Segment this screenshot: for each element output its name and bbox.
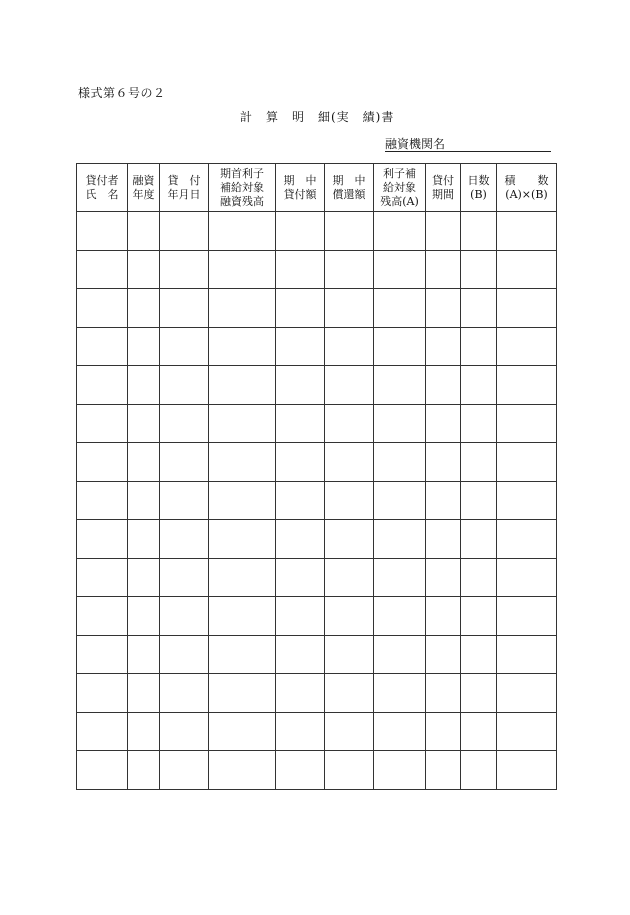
table-cell[interactable] [497,558,557,597]
table-cell[interactable] [461,250,497,289]
table-cell[interactable] [276,481,325,520]
table-cell[interactable] [77,635,128,674]
table-cell[interactable] [276,250,325,289]
table-cell[interactable] [461,520,497,559]
table-cell[interactable] [325,635,374,674]
table-cell[interactable] [128,250,160,289]
table-cell[interactable] [209,250,276,289]
header-opening-balance: 期首利子 補給対象 融資残高 [209,164,276,212]
table-cell[interactable] [276,712,325,751]
table-cell[interactable] [461,404,497,443]
table-cell[interactable] [276,289,325,328]
table-cell[interactable] [209,520,276,559]
table-row [77,481,557,520]
table-cell[interactable] [209,558,276,597]
table-cell[interactable] [461,443,497,482]
table-cell[interactable] [276,674,325,713]
table-cell[interactable] [461,289,497,328]
table-cell[interactable] [325,443,374,482]
table-cell[interactable] [374,366,426,405]
table-cell[interactable] [325,404,374,443]
table-cell[interactable] [128,635,160,674]
table-cell[interactable] [77,481,128,520]
table-row [77,366,557,405]
table-cell[interactable] [426,635,461,674]
table-cell[interactable] [497,250,557,289]
table-cell[interactable] [160,597,209,636]
table-cell[interactable] [128,558,160,597]
table-cell[interactable] [128,404,160,443]
table-cell[interactable] [325,520,374,559]
table-cell[interactable] [209,212,276,251]
table-cell[interactable] [128,289,160,328]
table-cell[interactable] [497,481,557,520]
table-cell[interactable] [497,289,557,328]
table-cell[interactable] [128,366,160,405]
table-cell[interactable] [209,481,276,520]
table-cell[interactable] [276,635,325,674]
table-cell[interactable] [374,212,426,251]
table-cell[interactable] [276,327,325,366]
table-cell[interactable] [374,289,426,328]
table-cell[interactable] [77,674,128,713]
header-subsidy-balance-a: 利子補 給対象 残高(A) [374,164,426,212]
table-cell[interactable] [209,674,276,713]
table-cell[interactable] [461,366,497,405]
table-cell[interactable] [209,443,276,482]
table-cell[interactable] [325,212,374,251]
document-title: 計 算 明 細(実 績)書 [240,110,395,124]
table-cell[interactable] [160,751,209,790]
table-cell[interactable] [325,558,374,597]
table-cell[interactable] [325,366,374,405]
table-cell[interactable] [276,212,325,251]
table-row [77,674,557,713]
table-cell[interactable] [461,597,497,636]
table-cell[interactable] [77,212,128,251]
table-cell[interactable] [374,558,426,597]
table-cell[interactable] [160,250,209,289]
table-cell[interactable] [497,443,557,482]
table-cell[interactable] [426,443,461,482]
table-cell[interactable] [497,674,557,713]
table-cell[interactable] [374,327,426,366]
table-cell[interactable] [461,674,497,713]
table-cell[interactable] [77,404,128,443]
table-cell[interactable] [325,712,374,751]
table-cell[interactable] [374,751,426,790]
table-cell[interactable] [325,327,374,366]
table-cell[interactable] [325,289,374,328]
table-cell[interactable] [128,597,160,636]
table-cell[interactable] [461,635,497,674]
table-row [77,404,557,443]
table-cell[interactable] [77,597,128,636]
table-cell[interactable] [461,751,497,790]
table-row [77,558,557,597]
table-cell[interactable] [374,520,426,559]
table-cell[interactable] [426,520,461,559]
table-cell[interactable] [128,712,160,751]
table-body [77,212,557,790]
table-cell[interactable] [497,751,557,790]
table-cell[interactable] [276,520,325,559]
table-cell[interactable] [128,674,160,713]
form-number: 様式第６号の２ [78,86,166,100]
table-row [77,327,557,366]
table-cell[interactable] [128,443,160,482]
table-cell[interactable] [276,404,325,443]
table-row [77,712,557,751]
table-cell[interactable] [497,327,557,366]
table-cell[interactable] [426,404,461,443]
table-cell[interactable] [160,635,209,674]
table-cell[interactable] [77,712,128,751]
table-cell[interactable] [374,443,426,482]
table-row [77,212,557,251]
table-cell[interactable] [276,558,325,597]
table-cell[interactable] [276,366,325,405]
table-cell[interactable] [209,597,276,636]
table-cell[interactable] [160,558,209,597]
table-cell[interactable] [497,635,557,674]
table-row [77,520,557,559]
table-cell[interactable] [160,404,209,443]
table-cell[interactable] [497,404,557,443]
calculation-table [76,163,557,790]
table-cell[interactable] [497,597,557,636]
header-loan-date: 貸 付 年月日 [160,164,209,212]
table-cell[interactable] [497,520,557,559]
table-cell[interactable] [128,212,160,251]
table-cell[interactable] [160,520,209,559]
table-cell[interactable] [374,674,426,713]
table-row [77,443,557,482]
table-cell[interactable] [128,751,160,790]
table-cell[interactable] [276,443,325,482]
table-cell[interactable] [426,366,461,405]
table-cell[interactable] [374,597,426,636]
table-cell[interactable] [426,597,461,636]
table-cell[interactable] [209,712,276,751]
institution-name-label: 融資機関名 [385,137,446,151]
table-cell[interactable] [426,751,461,790]
table-cell[interactable] [77,520,128,559]
table-cell[interactable] [209,635,276,674]
table-cell[interactable] [426,674,461,713]
table-cell[interactable] [426,212,461,251]
table-cell[interactable] [426,327,461,366]
table-row [77,635,557,674]
table-cell[interactable] [276,597,325,636]
header-loan-year: 融資 年度 [128,164,160,212]
table-cell[interactable] [325,674,374,713]
table-cell[interactable] [426,481,461,520]
table-cell[interactable] [209,751,276,790]
table-cell[interactable] [77,250,128,289]
table-cell[interactable] [77,366,128,405]
table-cell[interactable] [461,558,497,597]
table-cell[interactable] [497,712,557,751]
table-cell[interactable] [374,250,426,289]
table-cell[interactable] [374,635,426,674]
table-cell[interactable] [374,404,426,443]
table-cell[interactable] [325,597,374,636]
table-cell[interactable] [160,289,209,328]
table-cell[interactable] [276,751,325,790]
table-cell[interactable] [461,712,497,751]
table-cell[interactable] [160,712,209,751]
header-borrower-name: 貸付者 氏 名 [77,164,128,212]
table-cell[interactable] [209,289,276,328]
institution-name-field[interactable] [385,137,551,152]
table-cell[interactable] [160,443,209,482]
table-cell[interactable] [77,443,128,482]
table-cell[interactable] [160,327,209,366]
table-cell[interactable] [426,712,461,751]
table-cell[interactable] [374,712,426,751]
header-loan-period: 貸付 期間 [426,164,461,212]
table-cell[interactable] [374,481,426,520]
table-row [77,289,557,328]
header-days-b: 日数 (B) [461,164,497,212]
table-cell[interactable] [128,520,160,559]
header-period-loan-amount: 期 中 貸付額 [276,164,325,212]
table-cell[interactable] [77,289,128,328]
table-cell[interactable] [426,558,461,597]
table-row [77,250,557,289]
table-cell[interactable] [160,212,209,251]
table-cell[interactable] [160,366,209,405]
header-period-repayment: 期 中 償還額 [325,164,374,212]
table-cell[interactable] [77,558,128,597]
table-cell[interactable] [497,212,557,251]
table-row [77,597,557,636]
table-cell[interactable] [325,250,374,289]
header-product-axb: 積 数 (A)×(B) [497,164,557,212]
table-cell[interactable] [461,481,497,520]
table-cell[interactable] [128,481,160,520]
table-cell[interactable] [209,366,276,405]
table-cell[interactable] [325,751,374,790]
table-row [77,751,557,790]
table-cell[interactable] [497,366,557,405]
table-cell[interactable] [77,751,128,790]
table-cell[interactable] [128,327,160,366]
table-cell[interactable] [426,250,461,289]
table-cell[interactable] [209,327,276,366]
table-cell[interactable] [160,674,209,713]
table-cell[interactable] [77,327,128,366]
table-cell[interactable] [325,481,374,520]
table-cell[interactable] [426,289,461,328]
table-cell[interactable] [160,481,209,520]
header-row [77,164,557,212]
table-cell[interactable] [461,327,497,366]
table-cell[interactable] [209,404,276,443]
table-cell[interactable] [461,212,497,251]
